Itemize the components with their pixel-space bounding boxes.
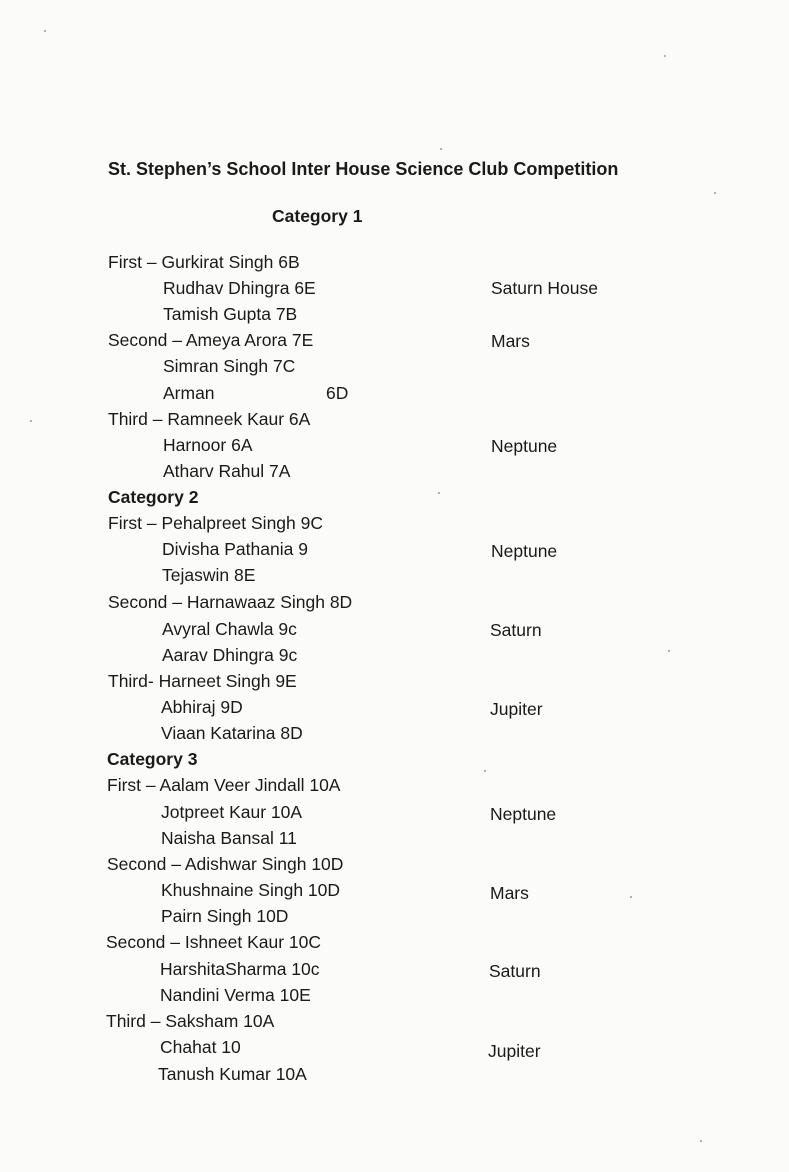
member-name: Aarav Dhingra 9c <box>162 645 298 665</box>
member-name: Divisha Pathania 9 <box>162 539 308 559</box>
member-name: HarshitaSharma 10c <box>160 959 320 979</box>
place-line: Second – Adishwar Singh 10D <box>107 854 344 874</box>
category-heading: Category 2 <box>108 487 199 507</box>
scan-speck <box>438 492 440 494</box>
member-name: Viaan Katarina 8D <box>161 723 303 743</box>
scan-speck <box>668 650 670 652</box>
scan-speck <box>484 770 486 772</box>
rank-label: Third- <box>108 671 154 691</box>
member-name: Ameya Arora 7E <box>185 330 314 350</box>
house-name: Neptune <box>491 436 558 456</box>
rank-label: Second <box>107 854 167 874</box>
member-name: Chahat 10 <box>160 1037 241 1057</box>
place-line: First – Gurkirat Singh 6B <box>108 252 300 272</box>
scan-speck <box>30 420 32 422</box>
place-line: Second – Harnawaaz Singh 8D <box>108 592 353 612</box>
member-name: Aalam Veer Jindall 10A <box>159 775 341 795</box>
member-name: Harnoor 6A <box>163 435 253 455</box>
house-name: Saturn House <box>491 278 599 298</box>
scan-speck <box>630 896 632 898</box>
house-name: Mars <box>491 331 530 351</box>
place-line: Third – Ramneek Kaur 6A <box>108 409 311 429</box>
house-name: Saturn <box>490 620 542 640</box>
member-name: Harnawaaz Singh 8D <box>186 592 353 612</box>
member-name: Avyral Chawla 9c <box>162 619 297 639</box>
member-name: Simran Singh 7C <box>163 356 296 376</box>
member-name: Nandini Verma 10E <box>160 985 311 1005</box>
rank-label: Third <box>108 409 148 429</box>
scan-speck <box>700 1140 702 1142</box>
member-name: Ishneet Kaur 10C <box>184 932 322 952</box>
member-name: Tamish Gupta 7B <box>163 304 298 324</box>
member-name: Rudhav Dhingra 6E <box>163 278 316 298</box>
member-name: Naisha Bansal 11 <box>161 828 297 848</box>
scan-speck <box>714 192 716 194</box>
member-name: Abhiraj 9D <box>161 697 243 717</box>
place-line: Third – Saksham 10A <box>106 1011 275 1031</box>
house-name: Neptune <box>490 804 557 824</box>
house-name: Mars <box>490 883 529 903</box>
member-name: Ramneek Kaur 6A <box>167 409 311 429</box>
category-heading: Category 1 <box>272 206 363 226</box>
rank-label: Second <box>108 330 168 350</box>
house-name: Jupiter <box>488 1041 541 1061</box>
rank-label: Second <box>108 592 168 612</box>
member-name: Adishwar Singh 10D <box>184 854 344 874</box>
rank-label: First <box>107 775 142 795</box>
member-class: 6D <box>326 383 349 403</box>
house-name: Jupiter <box>490 699 543 719</box>
rank-label: Second <box>106 932 166 952</box>
member-name: Harneet Singh 9E <box>158 671 297 691</box>
page-title: St. Stephen’s School Inter House Science Club Competition <box>108 159 619 179</box>
place-line: First – Pehalpreet Singh 9C <box>108 513 323 533</box>
member-name: Khushnaine Singh 10D <box>161 880 341 900</box>
place-line: Second – Ameya Arora 7E <box>108 330 314 350</box>
house-name: Neptune <box>491 541 558 561</box>
rank-label: First <box>108 513 143 533</box>
rank-label: Third <box>106 1011 146 1031</box>
place-line: Second – Ishneet Kaur 10C <box>106 932 322 952</box>
scan-speck <box>44 30 46 32</box>
category-heading: Category 3 <box>107 749 198 769</box>
member-name: Saksham 10A <box>165 1011 275 1031</box>
member-name: Tejaswin 8E <box>162 565 256 585</box>
house-name: Saturn <box>489 961 541 981</box>
rank-label: First <box>108 252 143 272</box>
scan-speck <box>440 148 442 150</box>
member-name: Arman <box>163 383 215 403</box>
place-line <box>108 671 297 691</box>
scan-speck <box>664 55 666 57</box>
member-name: Gurkirat Singh 6B <box>161 252 300 272</box>
member-name: Atharv Rahul 7A <box>163 461 291 481</box>
member-name: Pehalpreet Singh 9C <box>161 513 323 533</box>
place-line: First – Aalam Veer Jindall 10A <box>107 775 341 795</box>
member-name: Tanush Kumar 10A <box>158 1064 307 1084</box>
member-name: Pairn Singh 10D <box>161 906 289 926</box>
member-name: Jotpreet Kaur 10A <box>161 802 303 822</box>
